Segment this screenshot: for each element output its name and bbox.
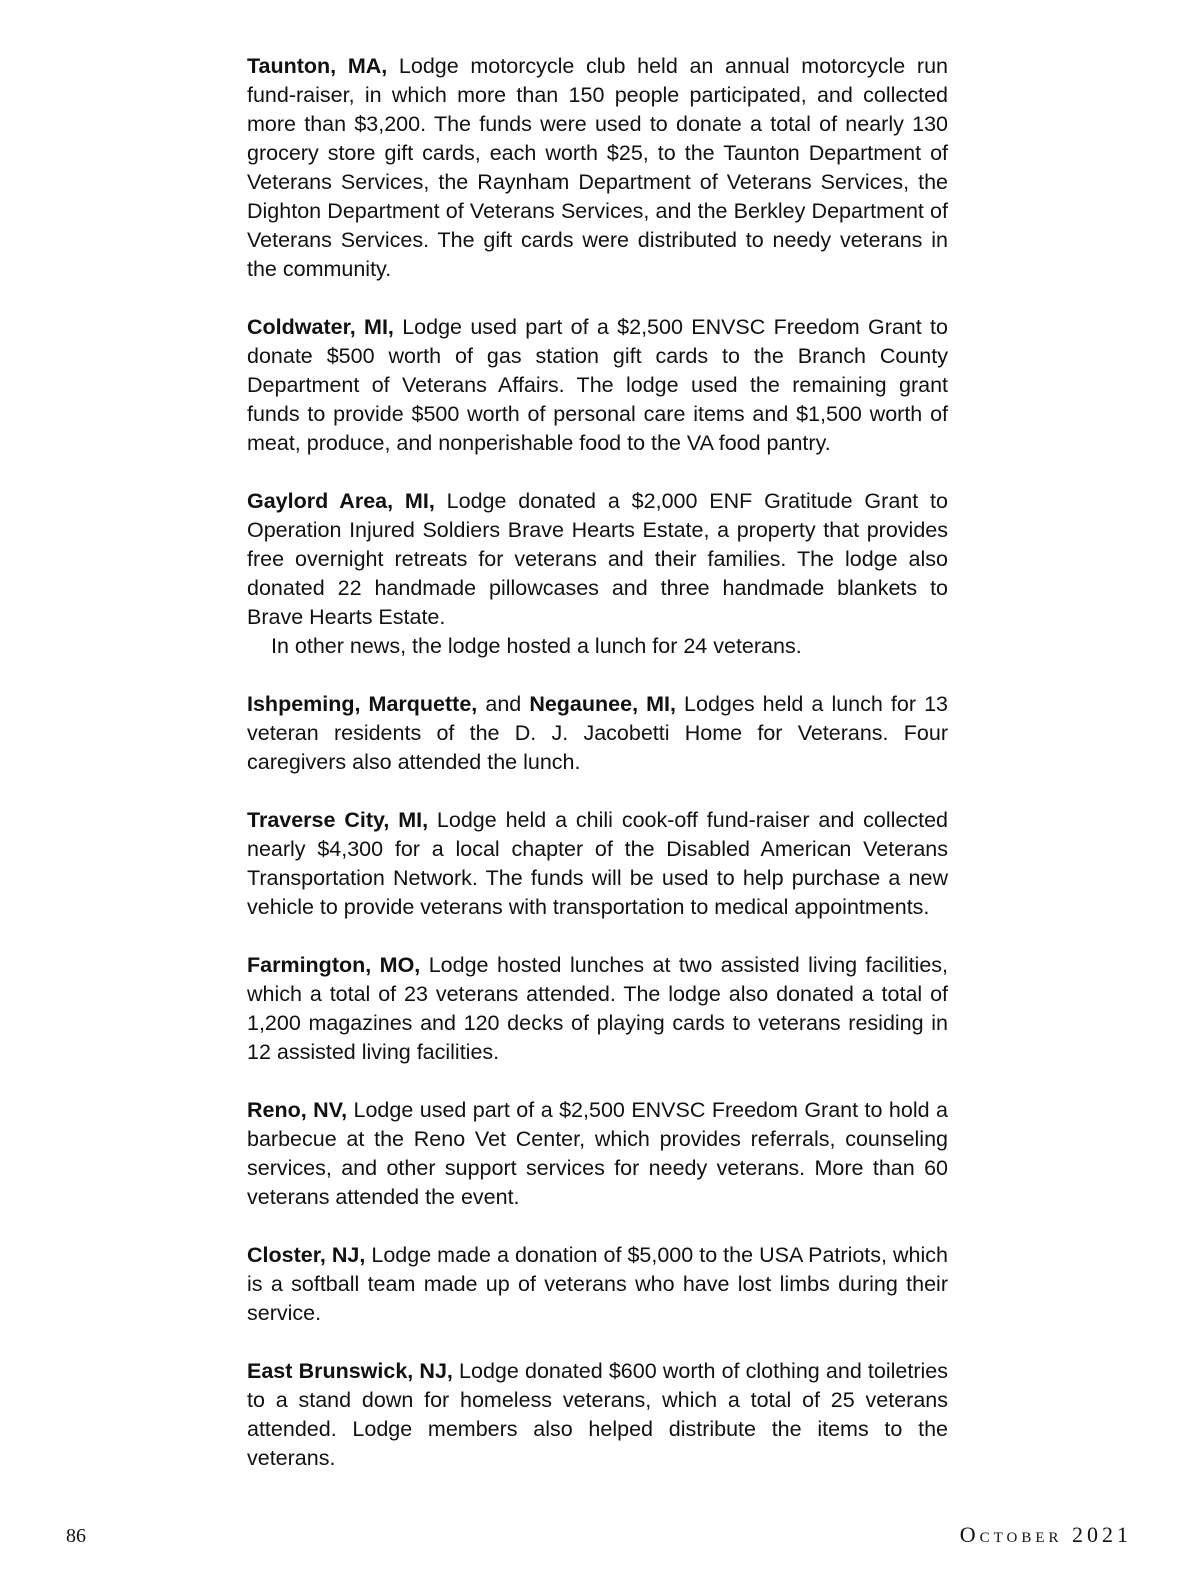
article-column (247, 52, 948, 1473)
paragraph-continuation: In other news, the lodge hosted a lunch for 24 veterans. (271, 634, 802, 658)
lodge-name: Taunton, MA, (247, 54, 388, 78)
report-text: Lodge held a chili cook-off fund-raiser and collected nearly $4,300 for a local chapter of the Disabled American Veterans Transportation Network. The funds will be used to help purchase a new vehicle to provide veterans with transportation to medical appointments. (247, 808, 948, 919)
paragraph-text (247, 313, 948, 458)
report-text: Lodge donated a $2,000 ENF Gratitude Grant to Operation Injured Soldiers Brave Hearts Estate, a property that provides free overnight retreats for veterans and their families. The lodge also donated 22 handmade pillowcases and three handmade blankets to Brave Hearts Estate. (247, 489, 948, 629)
lodge-report-paragraph (247, 313, 948, 458)
lodge-report-paragraph (247, 690, 948, 777)
paragraph-text (247, 52, 948, 284)
report-text: Lodge donated $600 worth of clothing and toiletries to a stand down for homeless veterans, which a total of 25 veterans attended. Lodge members also helped distribute the items to the veterans. (247, 1359, 948, 1470)
lodge-name: East Brunswick, NJ, (247, 1359, 453, 1383)
report-text: Lodge used part of a $2,500 ENVSC Freedom Grant to hold a barbecue at the Reno Vet Center, which provides referrals, counseling services, and other support services for needy veterans. More than 60 veterans attended the event. (247, 1098, 948, 1209)
lodge-name: Coldwater, MI, (247, 315, 394, 339)
report-text: Lodge used part of a $2,500 ENVSC Freedom Grant to donate $500 worth of gas station gift cards to the Branch County Department of Veterans Affairs. The lodge used the remaining grant funds to provide $500 worth of personal care items and $1,500 worth of meat, produce, and nonperishable food to the VA food pantry. (247, 315, 948, 455)
lodge-report-paragraph (247, 1357, 948, 1473)
lodge-report-paragraph (247, 806, 948, 922)
paragraph-text (247, 487, 948, 632)
lodge-report-paragraph (247, 951, 948, 1067)
report-text: Lodges held a lunch for 13 veteran residents of the D. J. Jacobetti Home for Veterans. Four caregivers also attended the lunch. (247, 692, 948, 774)
paragraph-text (247, 1357, 948, 1473)
lodge-name: Negaunee, MI, (529, 692, 676, 716)
report-text: and (477, 692, 530, 716)
paragraph-text (247, 690, 948, 777)
paragraph-text (247, 806, 948, 922)
paragraph-text (247, 951, 948, 1067)
lodge-report-paragraph (247, 487, 948, 661)
report-text: Lodge hosted lunches at two assisted living facilities, which a total of 23 veterans attended. The lodge also donated a total of 1,200 magazines and 120 decks of playing cards to veterans residing in 12 assisted living facilities. (247, 953, 948, 1064)
lodge-name: Reno, NV, (247, 1098, 348, 1122)
lodge-name: Ishpeming, Marquette, (247, 692, 478, 716)
paragraph-text (247, 1241, 948, 1328)
paragraph-text (247, 1096, 948, 1212)
lodge-report-paragraph (247, 52, 948, 284)
lodge-report-paragraph (247, 1241, 948, 1328)
lodge-report-paragraph (247, 1096, 948, 1212)
issue-date: October 2021 (959, 1522, 1132, 1547)
lodge-name: Closter, NJ, (247, 1243, 366, 1267)
report-text: Lodge motorcycle club held an annual motorcycle run fund-raiser, in which more than 150 people participated, and collected more than $3,200. The funds were used to donate a total of nearly 130 grocery store gift cards, each worth $25, to the Taunton Department of Veterans Services, the Raynham Department of Veterans Services, the Dighton Department of Veterans Services, and the Berkley Department of Veterans Services. The gift cards were distributed to needy veterans in the community. (247, 54, 948, 281)
lodge-name: Farmington, MO, (247, 953, 421, 977)
page-number: 86 (66, 1525, 86, 1547)
lodge-name: Gaylord Area, MI, (247, 489, 435, 513)
lodge-name: Traverse City, MI, (247, 808, 429, 832)
report-text: Lodge made a donation of $5,000 to the USA Patriots, which is a softball team made up of veterans who have lost limbs during their service. (247, 1243, 948, 1325)
